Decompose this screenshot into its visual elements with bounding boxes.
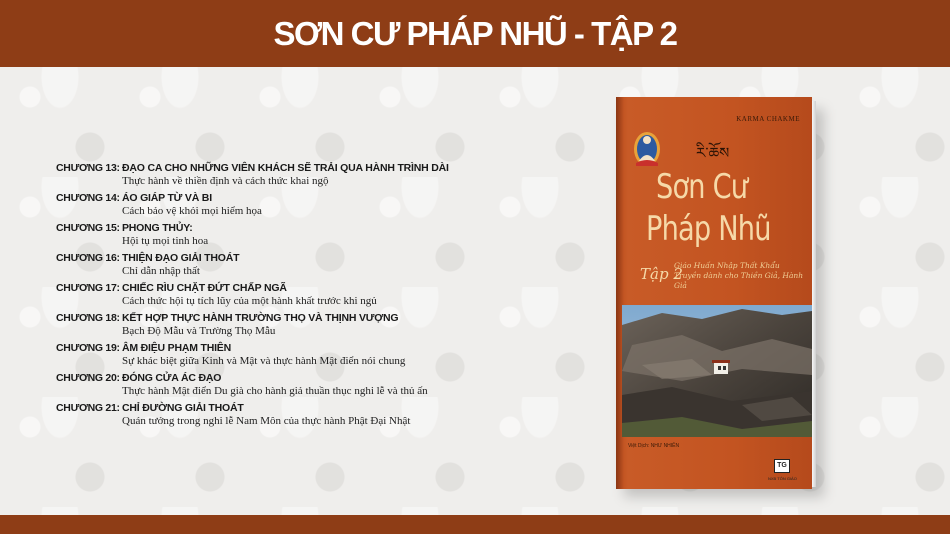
chapter-item — [56, 192, 576, 218]
chapter-item — [56, 252, 576, 278]
chapter-item — [56, 402, 576, 428]
book-volume: Tập 2 — [640, 265, 683, 283]
page-title: SƠN CƯ PHÁP NHŨ - TẬP 2 — [273, 14, 677, 52]
chapter-item — [56, 162, 576, 188]
chapter-subtitle: Thực hành về thiền định và cách thức khai ngộ — [122, 175, 329, 187]
chapter-number: CHƯƠNG 13: — [56, 162, 120, 174]
chapter-item — [56, 282, 576, 308]
chapter-number: CHƯƠNG 16: — [56, 252, 120, 264]
chapter-number: CHƯƠNG 18: — [56, 312, 120, 324]
deity-icon — [632, 127, 662, 167]
chapter-number: CHƯƠNG 19: — [56, 342, 120, 354]
chapter-number: CHƯƠNG 14: — [56, 192, 120, 204]
chapter-item — [56, 372, 576, 398]
tibetan-title: རི་ཆོས — [696, 144, 730, 162]
chapter-subtitle: Chỉ dẫn nhập thất — [122, 265, 200, 277]
book-title-line1: Sơn Cư — [656, 167, 748, 207]
chapter-title: CHỈ ĐƯỜNG GIẢI THOÁT — [122, 402, 244, 414]
chapter-item — [56, 222, 576, 248]
chapter-number: CHƯƠNG 17: — [56, 282, 120, 294]
book-title-line2: Pháp Nhũ — [646, 209, 771, 249]
book-author: KARMA CHAKME — [736, 115, 800, 123]
book-front-cover — [616, 97, 812, 489]
book-cover-image — [616, 97, 814, 489]
chapter-subtitle: Cách bảo vệ khỏi mọi hiểm họa — [122, 205, 262, 217]
chapter-subtitle: Cách thức hội tụ tích lũy của một hành khất trước khi ngủ — [122, 295, 377, 307]
publisher-logo: TG — [774, 459, 790, 473]
chapter-number: CHƯƠNG 15: — [56, 222, 120, 234]
chapter-title: THIỆN ĐẠO GIẢI THOÁT — [122, 252, 240, 264]
chapter-subtitle: Hội tụ mọi tinh hoa — [122, 235, 209, 247]
chapter-number: CHƯƠNG 20: — [56, 372, 120, 384]
chapter-title: ÁO GIÁP TỪ VÀ BI — [122, 192, 212, 204]
chapter-title: PHONG THỦY: — [122, 222, 193, 234]
chapter-subtitle: Quán tưởng trong nghi lễ Nam Môn của thực hành Phật Đại Nhật — [122, 415, 411, 427]
mountain-photo — [622, 305, 812, 437]
chapter-title: CHIẾC RÌU CHẶT ĐỨT CHẤP NGÃ — [122, 282, 287, 294]
header-band — [0, 0, 950, 67]
chapter-list — [56, 162, 576, 432]
chapter-subtitle: Sự khác biệt giữa Kinh và Mật và thực hành Mật điển nói chung — [122, 355, 406, 367]
book-subtitle: Giáo Huấn Nhập Thất Khẩu Truyền dành cho Thiền Giả, Hành Giả — [674, 261, 804, 290]
chapter-item — [56, 312, 576, 338]
chapter-subtitle: Thực hành Mật điển Du già cho hành giả thuần thục nghi lễ và thủ ấn — [122, 385, 428, 397]
book-translator: Việt Dịch: NHƯ NHIÊN — [628, 443, 680, 449]
footer-band — [0, 515, 950, 534]
chapter-title: KẾT HỢP THỰC HÀNH TRƯỜNG THỌ VÀ THỊNH VƯỢNG — [122, 312, 399, 324]
chapter-item — [56, 342, 576, 368]
chapter-title: ÂM ĐIỆU PHẠM THIÊN — [122, 342, 231, 354]
chapter-title: ĐẠO CA CHO NHỮNG VIÊN KHÁCH SẼ TRẢI QUA HÀNH TRÌNH DÀI — [122, 162, 449, 174]
chapter-number: CHƯƠNG 21: — [56, 402, 120, 414]
chapter-title: ĐÓNG CỬA ÁC ĐẠO — [122, 372, 222, 384]
chapter-subtitle: Bạch Độ Mẫu và Trường Thọ Mẫu — [122, 325, 276, 337]
publisher-name: NXB TÔN GIÁO — [768, 476, 797, 481]
